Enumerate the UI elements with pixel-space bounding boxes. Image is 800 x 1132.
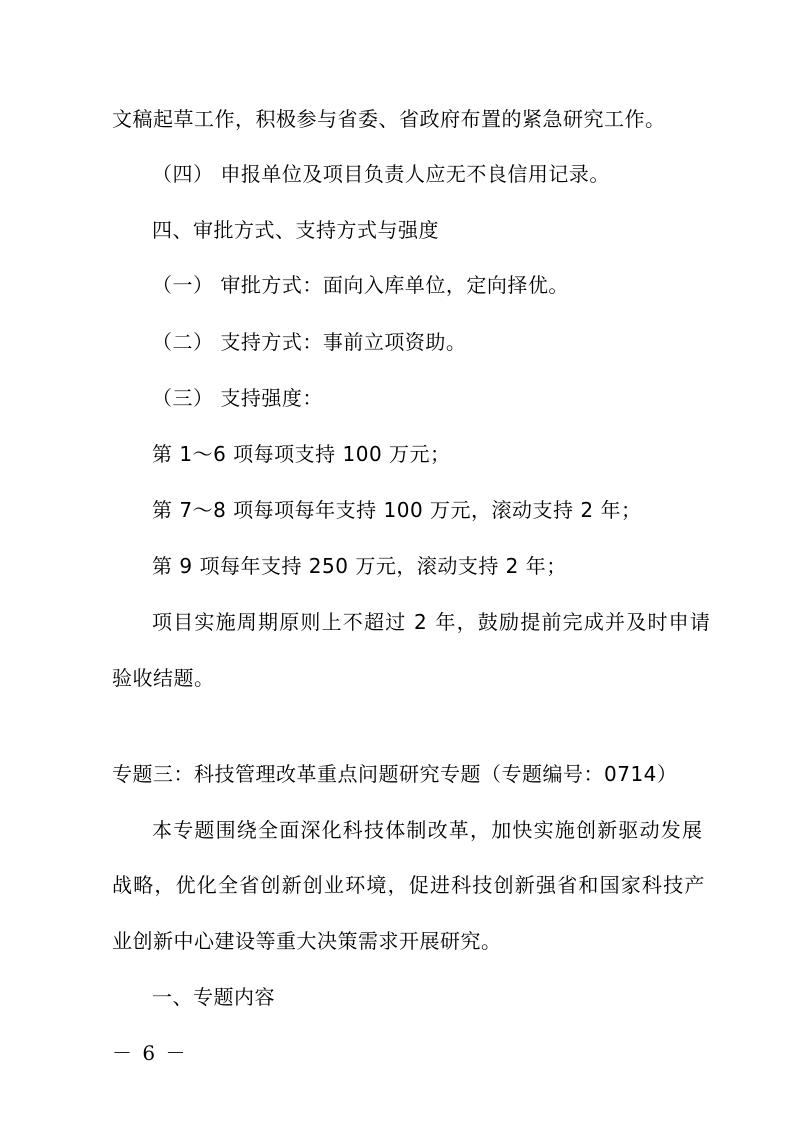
page-number: － 6 － (112, 1041, 188, 1065)
text-line: 第 9 项每年支持 250 万元，滚动支持 2 年； (152, 554, 567, 578)
text-line: （一） 审批方式：面向入库单位，定向择优。 (152, 273, 569, 297)
text-line: 战略，优化全省创新创业环境，促进科技创新强省和国家科技产 (112, 873, 706, 897)
text-line: 文稿起草工作，积极参与省委、省政府布置的紧急研究工作。 (112, 107, 666, 131)
section-heading: 一、专题内容 (152, 985, 275, 1009)
topic-heading: 专题三：科技管理改革重点问题研究专题（专题编号：0714） (112, 762, 678, 786)
text-line: （三） 支持强度： (152, 386, 323, 410)
text-line: 第 1～6 项每项支持 100 万元； (152, 442, 451, 466)
text-line: 验收结题。 (112, 666, 215, 690)
text-line: 第 7～8 项每项每年支持 100 万元，滚动支持 2 年； (152, 498, 642, 522)
text-line: （四） 申报单位及项目负责人应无不良信用记录。 (152, 162, 610, 186)
text-line: 本专题围绕全面深化科技体制改革，加快实施创新驱动发展 (152, 818, 704, 842)
text-line: （二） 支持方式：事前立项资助。 (152, 330, 467, 354)
text-line: 项目实施周期原则上不超过 2 年，鼓励提前完成并及时申请 (152, 610, 712, 634)
text-line: 业创新中心建设等重大决策需求开展研究。 (112, 929, 502, 953)
section-heading: 四、审批方式、支持方式与强度 (152, 218, 439, 242)
